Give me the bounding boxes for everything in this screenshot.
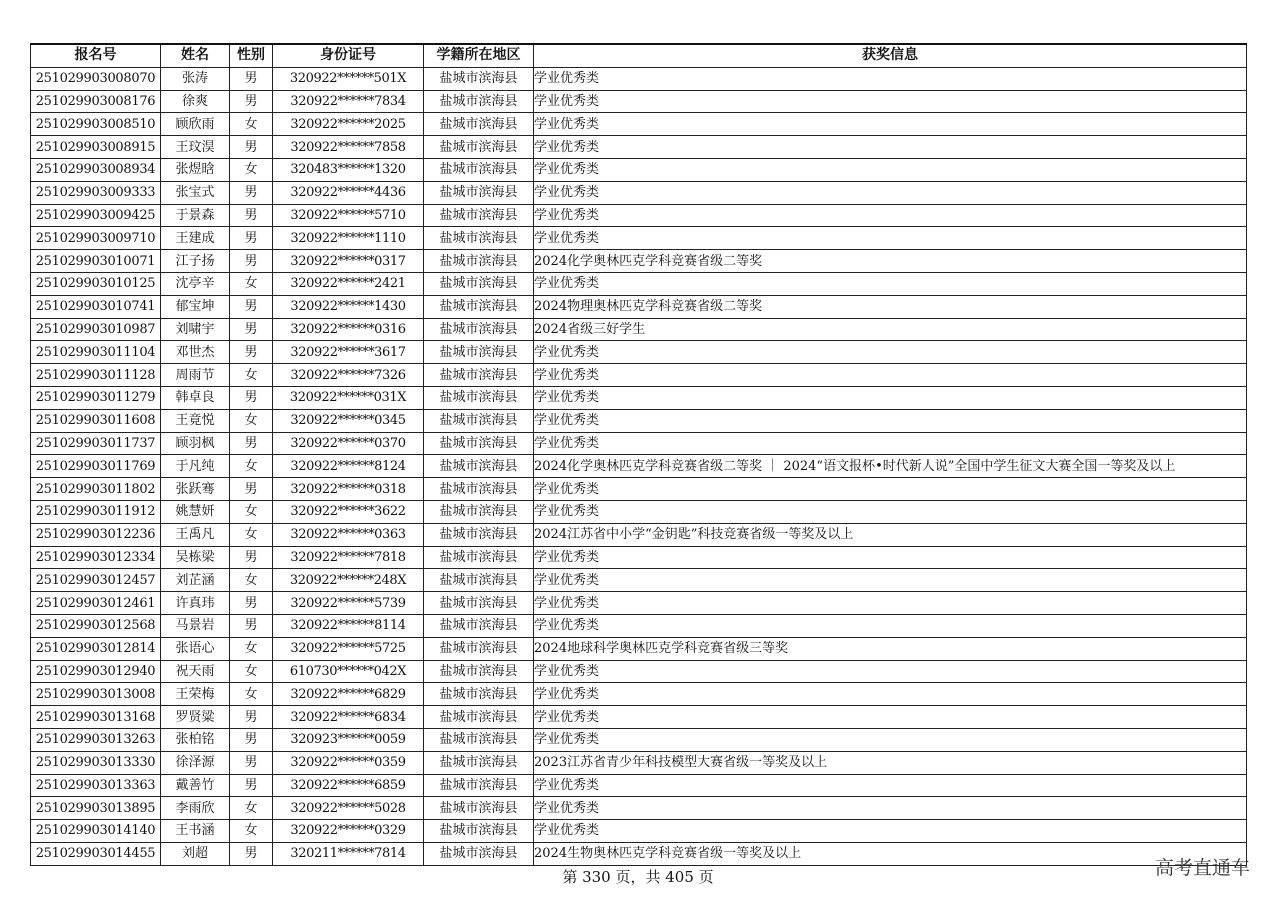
cell-registration-number: 251029903008176: [31, 90, 161, 113]
cell-id-card: 320922******4436: [273, 181, 424, 204]
cell-name: 顾羽枫: [161, 432, 230, 455]
table-row: [31, 136, 1247, 159]
cell-id-card: 320922******0316: [273, 318, 424, 341]
cell-name: 王竟悦: [161, 409, 230, 432]
cell-registration-number: 251029903013168: [31, 706, 161, 729]
cell-award: 学业优秀类: [534, 478, 1247, 501]
cell-region: 盐城市滨海县: [424, 478, 534, 501]
cell-award: 学业优秀类: [534, 386, 1247, 409]
cell-region: 盐城市滨海县: [424, 706, 534, 729]
cell-gender: 男: [230, 227, 273, 250]
table-row: [31, 842, 1247, 865]
cell-gender: 女: [230, 455, 273, 478]
header-id-card: 身份证号: [273, 44, 424, 67]
table-row: [31, 523, 1247, 546]
cell-gender: 男: [230, 478, 273, 501]
table-row: [31, 227, 1247, 250]
cell-name: 于景森: [161, 204, 230, 227]
cell-award: 学业优秀类: [534, 181, 1247, 204]
cell-region: 盐城市滨海县: [424, 90, 534, 113]
cell-id-card: 320922******6829: [273, 683, 424, 706]
table-row: [31, 569, 1247, 592]
cell-id-card: 320922******2421: [273, 272, 424, 295]
cell-award: 学业优秀类: [534, 614, 1247, 637]
table-row: [31, 706, 1247, 729]
cell-gender: 女: [230, 523, 273, 546]
table-row: [31, 660, 1247, 683]
cell-gender: 男: [230, 250, 273, 273]
page-number: 第 330 页，共 405 页: [562, 868, 714, 886]
cell-award: 学业优秀类: [534, 546, 1247, 569]
cell-gender: 男: [230, 318, 273, 341]
cell-registration-number: 251029903008070: [31, 67, 161, 90]
cell-region: 盐城市滨海县: [424, 797, 534, 820]
cell-registration-number: 251029903009425: [31, 204, 161, 227]
cell-id-card: 320922******0363: [273, 523, 424, 546]
cell-gender: 男: [230, 90, 273, 113]
cell-region: 盐城市滨海县: [424, 227, 534, 250]
cell-award: 2024化学奥林匹克学科竞赛省级二等奖: [534, 250, 1247, 273]
table-row: [31, 500, 1247, 523]
cell-name: 马景岩: [161, 614, 230, 637]
table-row: [31, 751, 1247, 774]
cell-region: 盐城市滨海县: [424, 637, 534, 660]
cell-name: 吴栋梁: [161, 546, 230, 569]
cell-id-card: 320922******1110: [273, 227, 424, 250]
cell-name: 江子扬: [161, 250, 230, 273]
cell-gender: 男: [230, 204, 273, 227]
cell-id-card: 320922******501X: [273, 67, 424, 90]
cell-id-card: 320922******5710: [273, 204, 424, 227]
cell-name: 邓世杰: [161, 341, 230, 364]
roster-table: [30, 43, 1247, 866]
watermark: 高考直通车: [1154, 857, 1250, 879]
cell-award: 学业优秀类: [534, 67, 1247, 90]
cell-gender: 男: [230, 295, 273, 318]
cell-id-card: 320483******1320: [273, 158, 424, 181]
cell-award: 学业优秀类: [534, 432, 1247, 455]
cell-name: 徐爽: [161, 90, 230, 113]
table-row: [31, 478, 1247, 501]
cell-id-card: 320922******6859: [273, 774, 424, 797]
cell-name: 韩卓良: [161, 386, 230, 409]
table-row: [31, 272, 1247, 295]
table-body: [31, 67, 1247, 865]
cell-registration-number: 251029903008915: [31, 136, 161, 159]
cell-id-card: 320922******0345: [273, 409, 424, 432]
header-award: 获奖信息: [534, 44, 1247, 67]
header-registration-number: 报名号: [31, 44, 161, 67]
cell-id-card: 320922******0370: [273, 432, 424, 455]
cell-registration-number: 251029903012461: [31, 592, 161, 615]
cell-name: 王荣梅: [161, 683, 230, 706]
cell-region: 盐城市滨海县: [424, 728, 534, 751]
cell-id-card: 320922******3622: [273, 500, 424, 523]
cell-award: 学业优秀类: [534, 136, 1247, 159]
header-name: 姓名: [161, 44, 230, 67]
cell-name: 徐泽源: [161, 751, 230, 774]
cell-gender: 女: [230, 113, 273, 136]
cell-registration-number: 251029903012457: [31, 569, 161, 592]
cell-registration-number: 251029903011279: [31, 386, 161, 409]
cell-gender: 女: [230, 797, 273, 820]
cell-award: 学业优秀类: [534, 409, 1247, 432]
cell-registration-number: 251029903013008: [31, 683, 161, 706]
cell-gender: 女: [230, 660, 273, 683]
cell-id-card: 320922******5739: [273, 592, 424, 615]
header-region: 学籍所在地区: [424, 44, 534, 67]
cell-region: 盐城市滨海县: [424, 842, 534, 865]
cell-id-card: 320922******5725: [273, 637, 424, 660]
cell-id-card: 320922******7818: [273, 546, 424, 569]
cell-name: 张跃骞: [161, 478, 230, 501]
cell-award: 学业优秀类: [534, 820, 1247, 843]
cell-region: 盐城市滨海县: [424, 113, 534, 136]
cell-region: 盐城市滨海县: [424, 751, 534, 774]
table-row: [31, 90, 1247, 113]
cell-region: 盐城市滨海县: [424, 569, 534, 592]
cell-registration-number: 251029903012814: [31, 637, 161, 660]
table-row: [31, 158, 1247, 181]
cell-gender: 男: [230, 751, 273, 774]
cell-id-card: 320922******0317: [273, 250, 424, 273]
cell-name: 王玟淏: [161, 136, 230, 159]
cell-name: 罗贤粱: [161, 706, 230, 729]
cell-award: 学业优秀类: [534, 660, 1247, 683]
header-gender: 性别: [230, 44, 273, 67]
cell-award: 学业优秀类: [534, 364, 1247, 387]
cell-gender: 男: [230, 432, 273, 455]
cell-region: 盐城市滨海县: [424, 523, 534, 546]
table-row: [31, 614, 1247, 637]
cell-region: 盐城市滨海县: [424, 660, 534, 683]
cell-region: 盐城市滨海县: [424, 614, 534, 637]
cell-region: 盐城市滨海县: [424, 546, 534, 569]
cell-gender: 男: [230, 592, 273, 615]
header-row: [31, 44, 1247, 67]
cell-award: 学业优秀类: [534, 158, 1247, 181]
cell-name: 刘芷涵: [161, 569, 230, 592]
cell-award: 学业优秀类: [534, 569, 1247, 592]
cell-id-card: 320922******248X: [273, 569, 424, 592]
cell-name: 刘超: [161, 842, 230, 865]
cell-award: 学业优秀类: [534, 774, 1247, 797]
cell-region: 盐城市滨海县: [424, 592, 534, 615]
cell-id-card: 320922******3617: [273, 341, 424, 364]
cell-id-card: 320922******6834: [273, 706, 424, 729]
cell-award: 学业优秀类: [534, 90, 1247, 113]
cell-gender: 女: [230, 364, 273, 387]
cell-registration-number: 251029903012568: [31, 614, 161, 637]
cell-name: 祝天雨: [161, 660, 230, 683]
cell-registration-number: 251029903010741: [31, 295, 161, 318]
cell-name: 王建成: [161, 227, 230, 250]
cell-award: 2023江苏省青少年科技模型大赛省级一等奖及以上: [534, 751, 1247, 774]
cell-name: 姚慧妍: [161, 500, 230, 523]
cell-name: 张涛: [161, 67, 230, 90]
cell-award: 2024省级三好学生: [534, 318, 1247, 341]
cell-gender: 男: [230, 67, 273, 90]
cell-registration-number: 251029903011912: [31, 500, 161, 523]
cell-name: 王书涵: [161, 820, 230, 843]
cell-gender: 女: [230, 637, 273, 660]
cell-registration-number: 251029903012940: [31, 660, 161, 683]
table-row: [31, 592, 1247, 615]
cell-registration-number: 251029903011608: [31, 409, 161, 432]
cell-id-card: 320922******0359: [273, 751, 424, 774]
table-row: [31, 341, 1247, 364]
cell-id-card: 320922******0318: [273, 478, 424, 501]
cell-registration-number: 251029903011737: [31, 432, 161, 455]
table-row: [31, 820, 1247, 843]
table-row: [31, 637, 1247, 660]
cell-gender: 男: [230, 181, 273, 204]
table-row: [31, 386, 1247, 409]
cell-award: 学业优秀类: [534, 797, 1247, 820]
cell-region: 盐城市滨海县: [424, 432, 534, 455]
table-row: [31, 546, 1247, 569]
cell-registration-number: 251029903008934: [31, 158, 161, 181]
cell-name: 郁宝坤: [161, 295, 230, 318]
cell-gender: 男: [230, 842, 273, 865]
cell-registration-number: 251029903011128: [31, 364, 161, 387]
cell-registration-number: 251029903012334: [31, 546, 161, 569]
cell-gender: 男: [230, 774, 273, 797]
cell-registration-number: 251029903010987: [31, 318, 161, 341]
cell-award: 2024地球科学奥林匹克学科竞赛省级三等奖: [534, 637, 1247, 660]
cell-award: 学业优秀类: [534, 227, 1247, 250]
table-row: [31, 455, 1247, 478]
cell-gender: 男: [230, 546, 273, 569]
cell-id-card: 320922******8124: [273, 455, 424, 478]
table-row: [31, 204, 1247, 227]
cell-id-card: 320923******0059: [273, 728, 424, 751]
table-row: [31, 250, 1247, 273]
cell-region: 盐城市滨海县: [424, 272, 534, 295]
table-row: [31, 113, 1247, 136]
cell-registration-number: 251029903008510: [31, 113, 161, 136]
cell-name: 顾欣雨: [161, 113, 230, 136]
cell-name: 刘啸宇: [161, 318, 230, 341]
table-row: [31, 67, 1247, 90]
cell-region: 盐城市滨海县: [424, 250, 534, 273]
cell-award: 学业优秀类: [534, 272, 1247, 295]
cell-award: 2024物理奥林匹克学科竞赛省级二等奖: [534, 295, 1247, 318]
cell-region: 盐城市滨海县: [424, 318, 534, 341]
cell-name: 王禹凡: [161, 523, 230, 546]
cell-region: 盐城市滨海县: [424, 774, 534, 797]
table-row: [31, 295, 1247, 318]
cell-region: 盐城市滨海县: [424, 409, 534, 432]
table-row: [31, 364, 1247, 387]
cell-award: 学业优秀类: [534, 341, 1247, 364]
table-row: [31, 683, 1247, 706]
cell-id-card: 320922******031X: [273, 386, 424, 409]
cell-region: 盐城市滨海县: [424, 455, 534, 478]
cell-name: 周雨节: [161, 364, 230, 387]
cell-id-card: 320922******0329: [273, 820, 424, 843]
cell-registration-number: 251029903013363: [31, 774, 161, 797]
cell-registration-number: 251029903009710: [31, 227, 161, 250]
cell-registration-number: 251029903010071: [31, 250, 161, 273]
cell-region: 盐城市滨海县: [424, 136, 534, 159]
cell-id-card: 320211******7814: [273, 842, 424, 865]
cell-award: 2024化学奥林匹克学科竞赛省级二等奖 ｜ 2024“语文报杯•时代新人说”全国中学生征文大赛全国一等奖及以上: [534, 455, 1247, 478]
cell-award: 2024生物奥林匹克学科竞赛省级一等奖及以上: [534, 842, 1247, 865]
cell-registration-number: 251029903012236: [31, 523, 161, 546]
cell-gender: 女: [230, 409, 273, 432]
table-row: [31, 728, 1247, 751]
cell-gender: 男: [230, 136, 273, 159]
cell-award: 学业优秀类: [534, 683, 1247, 706]
cell-region: 盐城市滨海县: [424, 181, 534, 204]
cell-id-card: 320922******7326: [273, 364, 424, 387]
cell-registration-number: 251029903013263: [31, 728, 161, 751]
cell-name: 于凡纯: [161, 455, 230, 478]
table-row: [31, 432, 1247, 455]
cell-region: 盐城市滨海县: [424, 67, 534, 90]
cell-gender: 女: [230, 272, 273, 295]
cell-name: 李雨欣: [161, 797, 230, 820]
cell-gender: 女: [230, 158, 273, 181]
cell-id-card: 320922******1430: [273, 295, 424, 318]
cell-region: 盐城市滨海县: [424, 364, 534, 387]
cell-award: 学业优秀类: [534, 204, 1247, 227]
table-row: [31, 797, 1247, 820]
cell-name: 张柏铭: [161, 728, 230, 751]
cell-region: 盐城市滨海县: [424, 158, 534, 181]
cell-region: 盐城市滨海县: [424, 386, 534, 409]
cell-registration-number: 251029903009333: [31, 181, 161, 204]
cell-gender: 男: [230, 386, 273, 409]
cell-gender: 女: [230, 569, 273, 592]
cell-region: 盐城市滨海县: [424, 341, 534, 364]
cell-registration-number: 251029903011769: [31, 455, 161, 478]
cell-region: 盐城市滨海县: [424, 204, 534, 227]
cell-region: 盐城市滨海县: [424, 683, 534, 706]
cell-name: 戴善竹: [161, 774, 230, 797]
cell-award: 2024江苏省中小学“金钥匙”科技竞赛省级一等奖及以上: [534, 523, 1247, 546]
cell-award: 学业优秀类: [534, 113, 1247, 136]
cell-id-card: 320922******7858: [273, 136, 424, 159]
cell-registration-number: 251029903010125: [31, 272, 161, 295]
cell-registration-number: 251029903013895: [31, 797, 161, 820]
cell-registration-number: 251029903013330: [31, 751, 161, 774]
cell-region: 盐城市滨海县: [424, 295, 534, 318]
cell-gender: 女: [230, 683, 273, 706]
cell-name: 张语心: [161, 637, 230, 660]
cell-award: 学业优秀类: [534, 706, 1247, 729]
table-row: [31, 774, 1247, 797]
cell-region: 盐城市滨海县: [424, 820, 534, 843]
cell-registration-number: 251029903014140: [31, 820, 161, 843]
cell-registration-number: 251029903011104: [31, 341, 161, 364]
cell-award: 学业优秀类: [534, 728, 1247, 751]
table-header: [31, 44, 1247, 67]
cell-gender: 男: [230, 728, 273, 751]
cell-name: 沈亭辛: [161, 272, 230, 295]
cell-registration-number: 251029903014455: [31, 842, 161, 865]
cell-award: 学业优秀类: [534, 592, 1247, 615]
table-row: [31, 318, 1247, 341]
cell-name: 张煜晗: [161, 158, 230, 181]
cell-gender: 女: [230, 820, 273, 843]
cell-award: 学业优秀类: [534, 500, 1247, 523]
cell-gender: 女: [230, 500, 273, 523]
cell-id-card: 320922******7834: [273, 90, 424, 113]
cell-name: 张宝式: [161, 181, 230, 204]
cell-id-card: 610730******042X: [273, 660, 424, 683]
cell-name: 许真玮: [161, 592, 230, 615]
cell-registration-number: 251029903011802: [31, 478, 161, 501]
cell-gender: 男: [230, 614, 273, 637]
cell-id-card: 320922******2025: [273, 113, 424, 136]
cell-gender: 男: [230, 706, 273, 729]
table-row: [31, 409, 1247, 432]
cell-gender: 男: [230, 341, 273, 364]
table-row: [31, 181, 1247, 204]
cell-id-card: 320922******8114: [273, 614, 424, 637]
cell-id-card: 320922******5028: [273, 797, 424, 820]
cell-region: 盐城市滨海县: [424, 500, 534, 523]
